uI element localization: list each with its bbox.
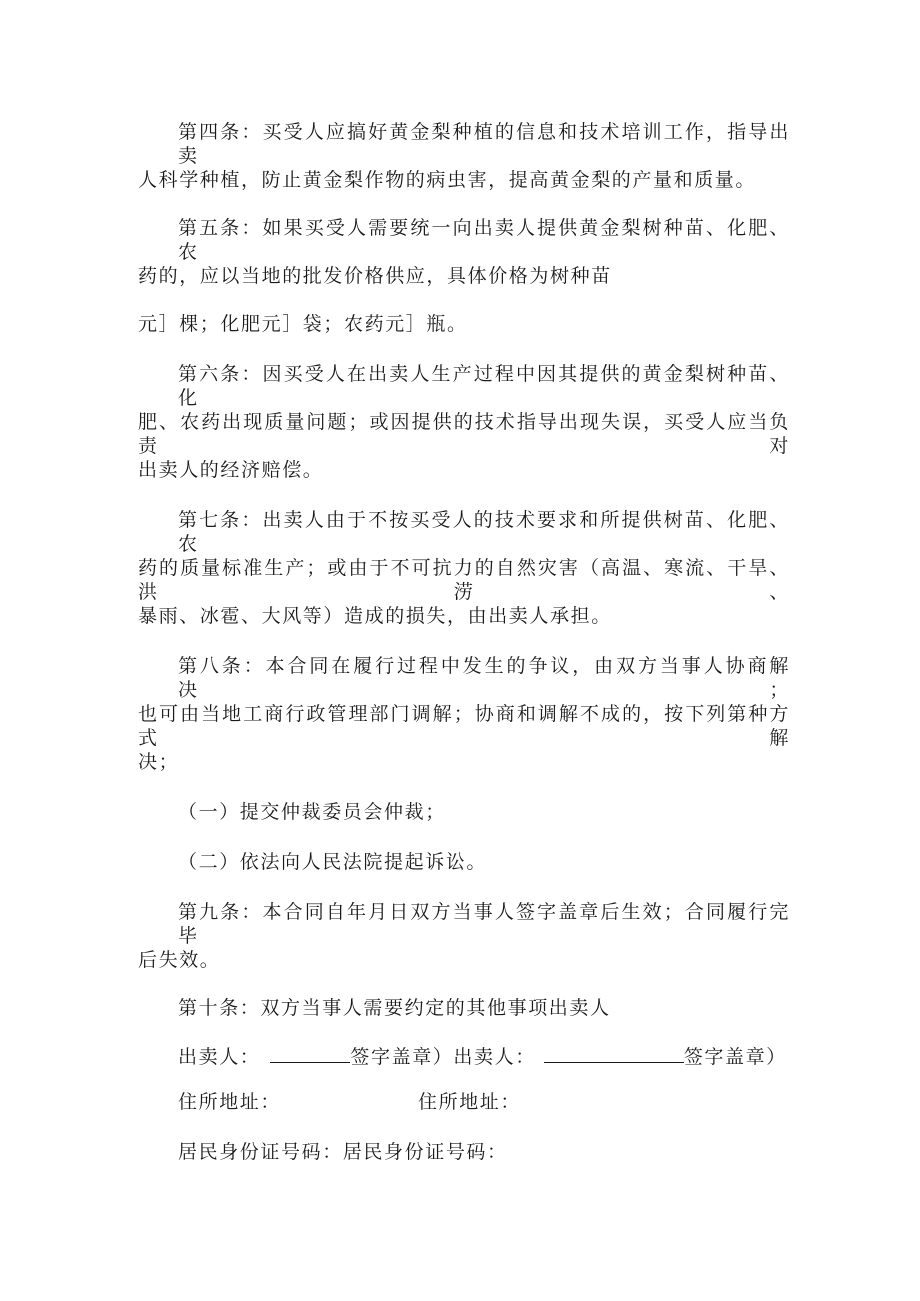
article-5-line-2: 药的，应以当地的批发价格供应，具体价格为树种苗 (138, 265, 612, 287)
article-5-line-1: 第五条：如果买受人需要统一向出卖人提供黄金梨树种苗、化肥、农 (178, 217, 790, 263)
id-label-1: 居民身份证号码： (178, 1141, 343, 1163)
article-8-line-2: 也可由当地工商行政管理部门调解；协商和调解不成的，按下列第种方式解 (138, 703, 790, 749)
seller-label-1: 出卖人： (178, 1046, 261, 1068)
seller-signature-row (178, 1044, 787, 1069)
signature-blank-1[interactable] (270, 1044, 350, 1063)
address-label-1: 住所地址： (178, 1091, 282, 1113)
article-5-line-3: 元］棵；化肥元］袋；农药元］瓶。 (138, 313, 468, 335)
article-9-line-2: 后失效。 (138, 949, 221, 971)
dispute-option-2: （二）依法向人民法院提起诉讼。 (178, 851, 488, 873)
sign-suffix-1: 签字盖章） (350, 1046, 454, 1068)
article-6-line-3: 出卖人的经济赔偿。 (138, 459, 324, 481)
article-8-line-3: 决； (138, 751, 180, 773)
dispute-option-1: （一）提交仲裁委员会仲裁； (178, 801, 446, 823)
signature-blank-2[interactable] (544, 1044, 684, 1063)
article-4-line-2: 人科学种植，防止黄金梨作物的病虫害，提高黄金梨的产量和质量。 (138, 169, 757, 191)
article-7-line-2: 药的质量标准生产；或由于不可抗力的自然灾害（高温、寒流、干旱、洪涝、 (138, 557, 790, 603)
address-label-2: 住所地址： (418, 1091, 522, 1113)
article-7-line-3: 暴雨、冰雹、大风等）造成的损失，由出卖人承担。 (138, 605, 612, 627)
article-7-line-1: 第七条：出卖人由于不按买受人的技术要求和所提供树苗、化肥、农 (178, 509, 790, 555)
article-4-line-1: 第四条：买受人应搞好黄金梨种植的信息和技术培训工作，指导出卖 (178, 121, 790, 167)
seller-label-2: 出卖人： (453, 1046, 536, 1068)
article-6-line-1: 第六条：因买受人在出卖人生产过程中因其提供的黄金梨树种苗、化 (178, 363, 790, 409)
article-10-line-1: 第十条：双方当事人需要约定的其他事项出卖人 (178, 997, 611, 1019)
article-6-line-2: 肥、农药出现质量问题；或因提供的技术指导出现失误，买受人应当负责对 (138, 411, 790, 457)
article-8-line-1: 第八条：本合同在履行过程中发生的争议，由双方当事人协商解决； (178, 655, 790, 701)
article-9-line-1: 第九条：本合同自年月日双方当事人签字盖章后生效；合同履行完毕 (178, 901, 790, 947)
id-number-row (178, 1140, 508, 1164)
id-label-2: 居民身份证号码： (342, 1141, 508, 1163)
sign-suffix-2: 签字盖章） (683, 1046, 787, 1068)
